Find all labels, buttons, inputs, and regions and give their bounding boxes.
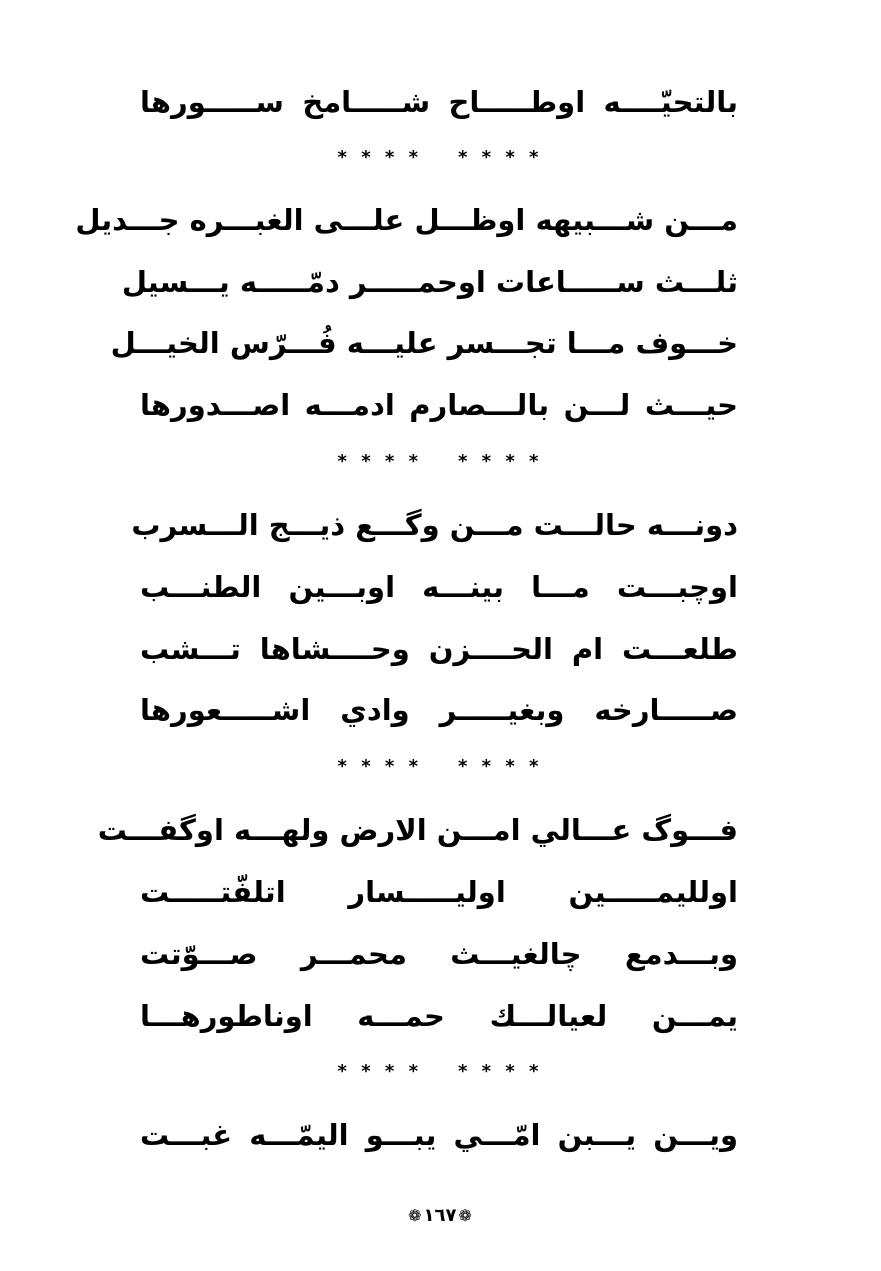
poem-line-3: ثلـــث ســـــاعات اوحمـــــر دمّـــــه يـــسيل [121, 265, 738, 299]
poem-line-9: صـــــارخه وبغيـــــر وادي اشـــــعورها [140, 693, 738, 727]
ornament-right-icon: ❁ [458, 1206, 472, 1225]
poem-line-12: وبـــدمع چالغيـــث محمـــر صـــوّتت [140, 937, 738, 971]
stanza-separator-2 [300, 452, 580, 472]
separator-stars-left: * * * * [337, 756, 422, 777]
poem-line-2: مـــن شـــبيهه اوظـــل علـــى الغبـــره جـــديل [75, 203, 738, 237]
poem-line-11: اولليمـــــين اوليـــــسار اتلفّتـــــت [140, 875, 738, 909]
poem-line-7: اوچبـــت مـــا بينـــه اوبـــين الطنـــب [140, 570, 738, 604]
separator-stars-right: * * * * [458, 451, 543, 472]
poem-line-13: يمـــن لعيالـــك حمـــه اوناطورهـــا [140, 999, 738, 1033]
separator-stars-right: * * * * [458, 147, 543, 168]
poem-line-1: بالتحيّــــه اوطـــــاح شـــــامخ ســـــورها [140, 85, 738, 119]
poem-line-8: طلعـــت ام الحــــزن وحــــشاها تـــشب [140, 632, 738, 666]
page-footer [380, 1200, 500, 1232]
stanza-separator-4 [300, 1062, 580, 1082]
separator-stars-right: * * * * [458, 1061, 543, 1082]
separator-stars-left: * * * * [337, 1061, 422, 1082]
poem-line-4: خـــوف مـــا تجـــسر عليـــه فُـــرّس الخيـــل [110, 326, 738, 360]
poem-line-5: حيـــث لـــن بالـــصارم ادمـــه اصـــدورها [140, 388, 738, 422]
separator-stars-left: * * * * [337, 147, 422, 168]
poem-line-14: ويـــن يـــبن امّـــي يبـــو اليمّـــه غبـــت [140, 1118, 738, 1152]
poem-line-10: فـــوگ عـــالي امـــن الارض ولهـــه اوگفـــت [97, 813, 738, 847]
poem-line-6: دونـــه حالـــت مـــن وگـــع ذيـــج الـــسرب [131, 508, 738, 542]
separator-stars-right: * * * * [458, 756, 543, 777]
page-number: ١٦٧ [423, 1205, 457, 1226]
stanza-separator-1 [300, 148, 580, 168]
ornament-left-icon: ❁ [408, 1206, 422, 1225]
stanza-separator-3 [300, 757, 580, 777]
separator-stars-left: * * * * [337, 451, 422, 472]
